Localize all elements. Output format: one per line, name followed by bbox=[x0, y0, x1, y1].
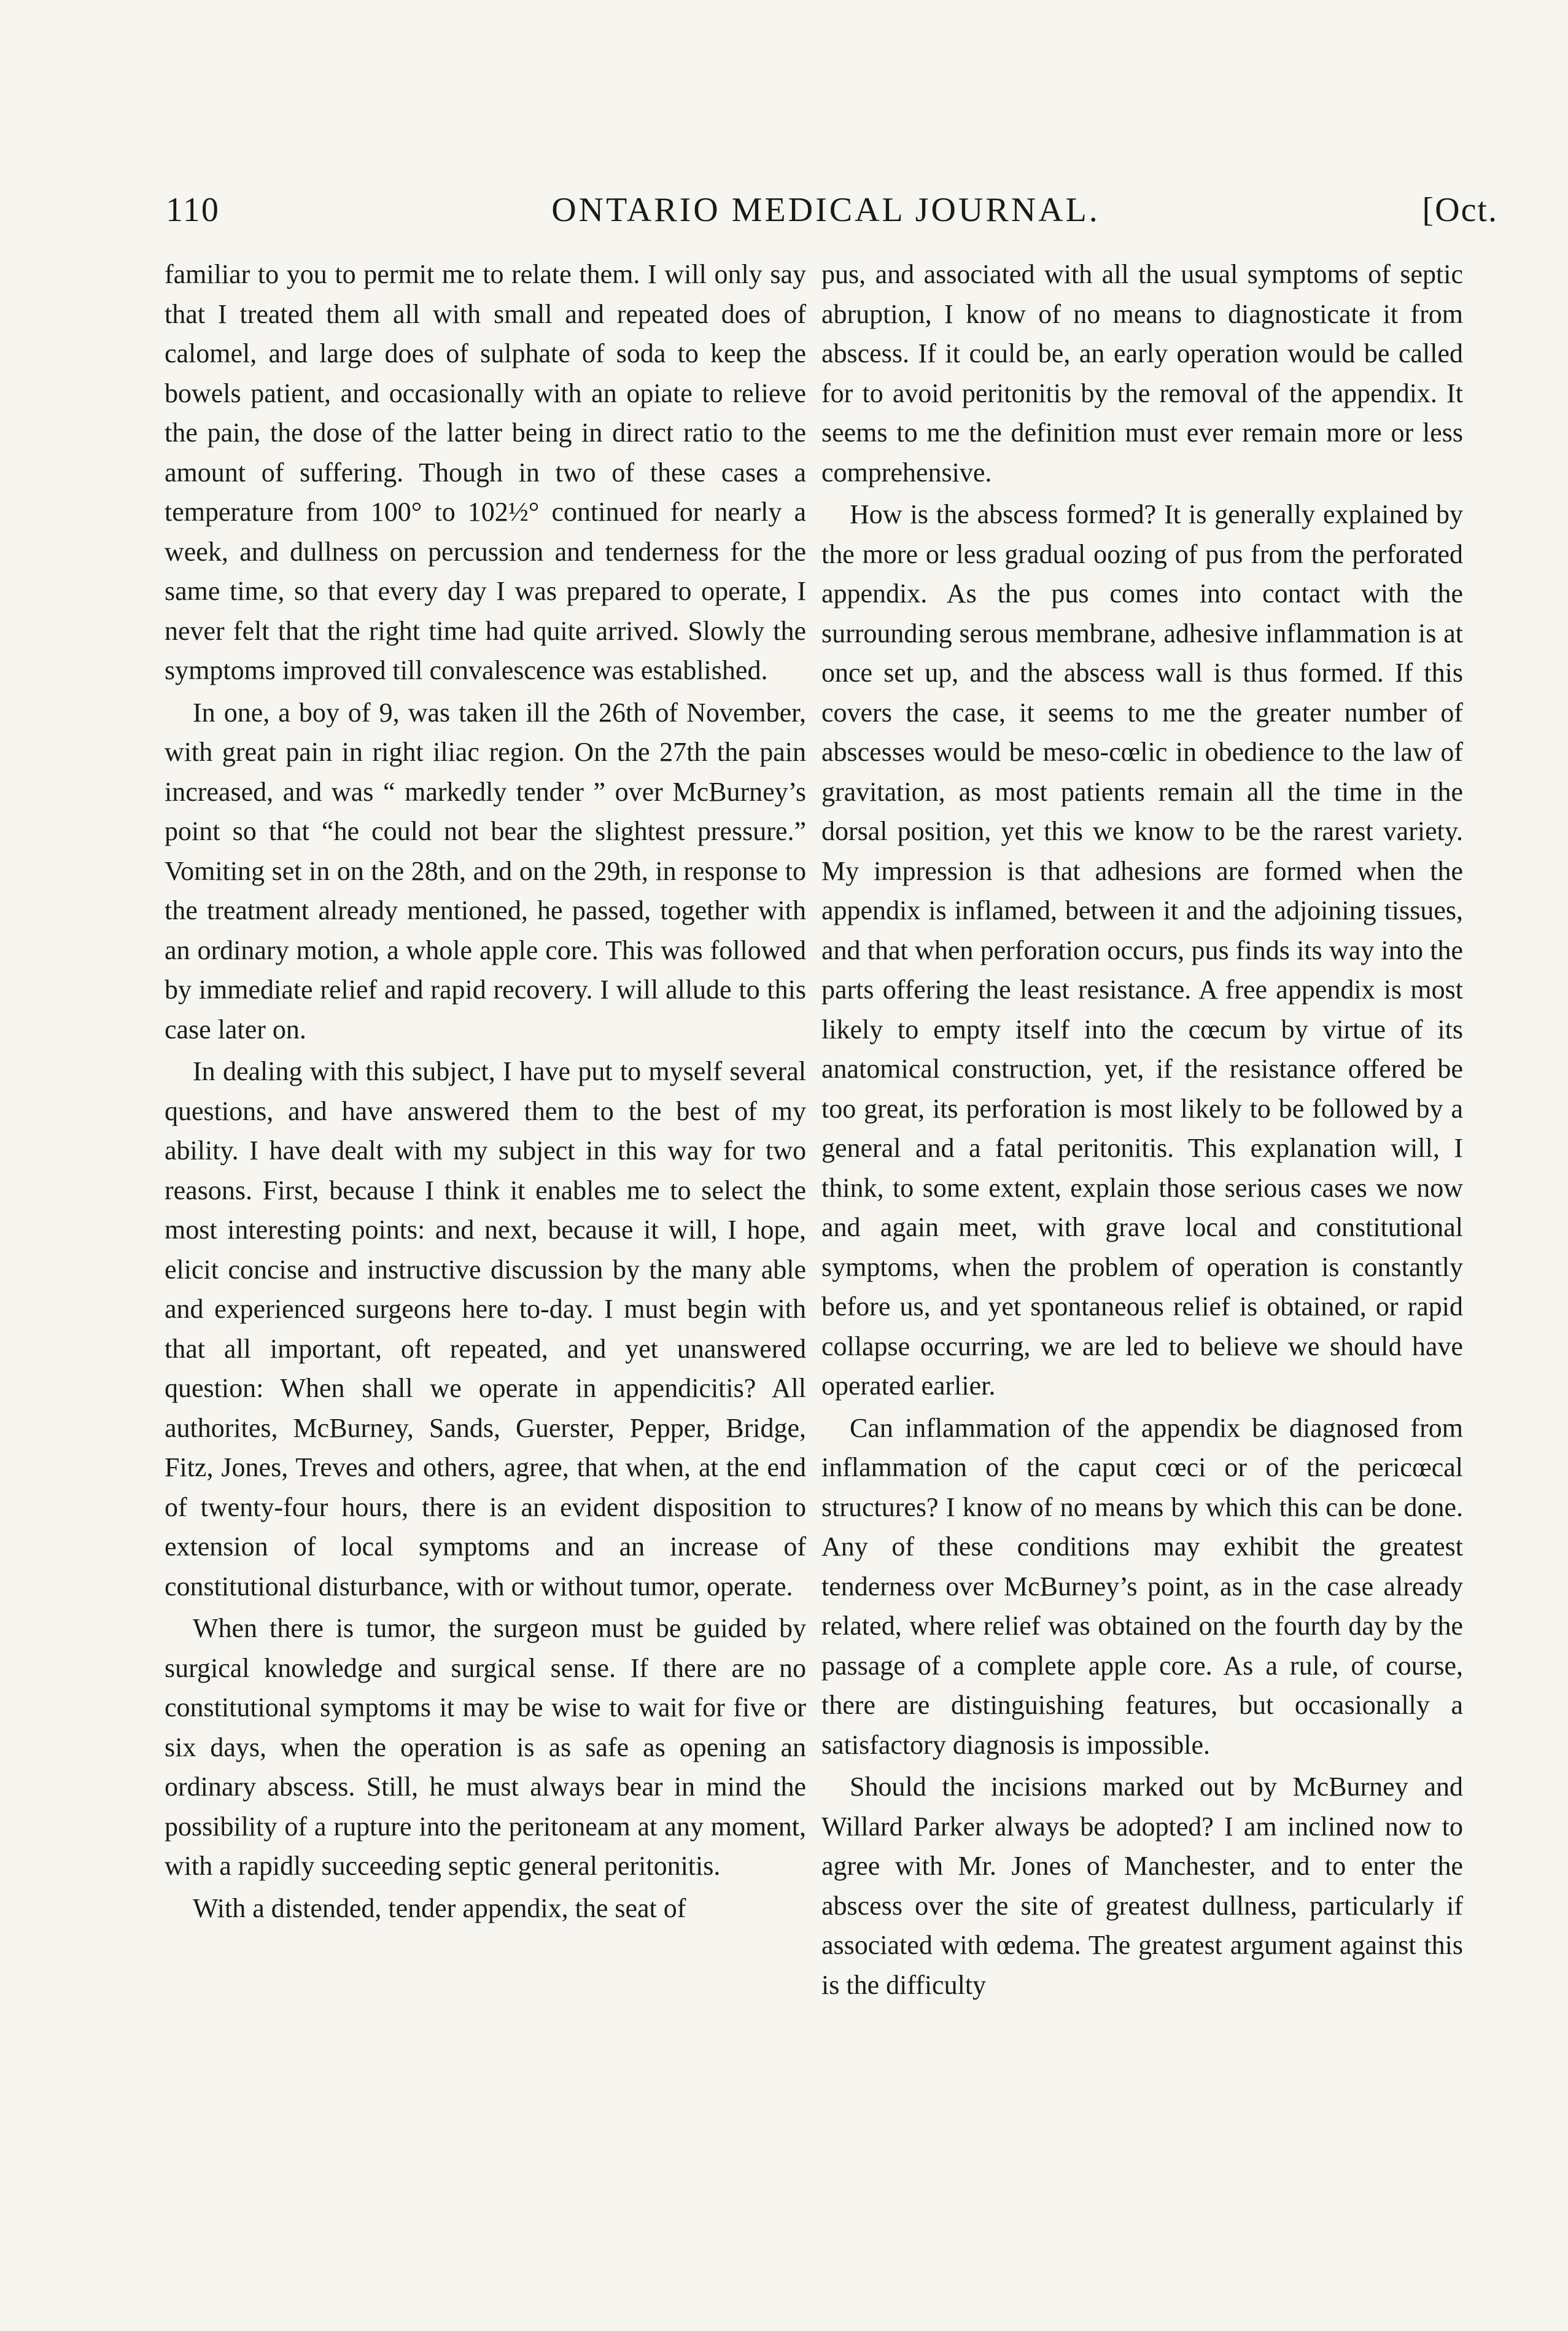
paragraph: Can inflammation of the appendix be diagnosed from inflammation of the caput cœci or of the pericœcal structures? I know of no means by which this can be done. Any of these conditions may exhibit the greatest tenderness over McBurney’s point, as in the case already related, where relief was obtained on the fourth day by the passage of a complete apple core. As a rule, of course, there are distinguishing features, but occasionally a satisfactory diagnosis is impossible. bbox=[821, 1412, 1463, 1760]
journal-title: ONTARIO MEDICAL JOURNAL. bbox=[551, 191, 1100, 229]
paragraph: familiar to you to permit me to relate them. I will only say that I treated them all with small and repeated does of calomel, and large does of sulphate of soda to keep the bowels patient, and occasionally with an opiate to relieve the pain, the dose of the latter being in direct ratio to the amount of suffering. Though in two of these cases a temperature from 100° to 102½° continued for nearly a week, and dullness on percussion and tenderness for the same time, so that every day I was prepared to operate, I never felt that the right time had quite arrived. Slowly the symptoms improved till convalescence was established. bbox=[165, 259, 806, 685]
issue-month: [Oct. bbox=[1422, 191, 1498, 229]
paragraph: In one, a boy of 9, was taken ill the 26th of November, with great pain in right iliac region. On the 27th the pain increased, and was “ markedly tender ” over McBurney’s point so that “he could not bear the slightest pressure.” Vomiting set in on the 28th, and on the 29th, in response to the treatment already mentioned, he passed, together with an ordinary motion, a whole apple core. This was followed by immediate relief and rapid recovery. I will allude to this case later on. bbox=[165, 697, 806, 1045]
page-number: 110 bbox=[166, 191, 220, 229]
paragraph: With a distended, tender appendix, the seat of bbox=[193, 1893, 686, 1923]
running-header bbox=[153, 184, 1498, 239]
left-column bbox=[165, 255, 806, 1928]
paragraph: How is the abscess formed? It is generally explained by the more or less gradual oozing of pus from the perforated appendix. As the pus comes into contact with the surrounding serous membrane, adhesive inflammation is at once set up, and the abscess wall is thus formed. If this covers the case, it seems to me the greater number of abscesses would be meso-cœlic in obedience to the law of gravitation, as most patients remain all the time in the dorsal position, yet this we know to be the rarest variety. My impression is that adhesions are formed when the appendix is inflamed, between it and the adjoining tissues, and that when perforation occurs, pus finds its way into the parts offering the least resistance. A free appendix is most likely to empty itself into the cœcum by virtue of its anatomical construction, yet, if the resistance offered be too great, its perforation is most likely to be followed by a general and a fatal peritonitis. This explanation will, I think, to some extent, explain those serious cases we now and again meet, with grave local and constitutional symptoms, when the problem of operation is constantly before us, and yet spontaneous relief is obtained, or rapid collapse occurring, we are led to believe we should have operated earlier. bbox=[821, 499, 1463, 1401]
right-column bbox=[821, 255, 1463, 2005]
paragraph: In dealing with this subject, I have put to myself several questions, and have answered them to the best of my ability. I have dealt with my subject in this way for two reasons. First, because I think it enables me to select the most interesting points: and next, because it will, I hope, elicit concise and instructive discussion by the many able and experienced surgeons here to-day. I must begin with that all important, oft repeated, and yet unanswered question: When shall we operate in appendicitis? All authorites, McBurney, Sands, Guerster, Pepper, Bridge, Fitz, Jones, Treves and others, agree, that when, at the end of twenty-four hours, there is an evident disposition to extension of local symptoms and an increase of constitutional disturbance, with or without tumor, operate. bbox=[165, 1056, 806, 1601]
paragraph: When there is tumor, the surgeon must be guided by surgical knowledge and surgical sense. If there are no constitutional symptoms it may be wise to wait for five or six days, when the operation is as safe as opening an ordinary abscess. Still, he must always bear in mind the possibility of a rupture into the peritoneam at any moment, with a rapidly succeeding septic general peritonitis. bbox=[165, 1613, 806, 1881]
paragraph: pus, and associated with all the usual symptoms of septic abruption, I know of no means to diagnosticate it from abscess. If it could be, an early operation would be called for to avoid peritonitis by the removal of the appendix. It seems to me the definition must ever remain more or less comprehensive. bbox=[821, 259, 1463, 488]
paragraph: Should the incisions marked out by McBurney and Willard Parker always be adopted? I am inclined now to agree with Mr. Jones of Manchester, and to enter the abscess over the site of greatest dullness, particularly if associated with œdema. The greatest argument against this is the difficulty bbox=[821, 1772, 1463, 2000]
